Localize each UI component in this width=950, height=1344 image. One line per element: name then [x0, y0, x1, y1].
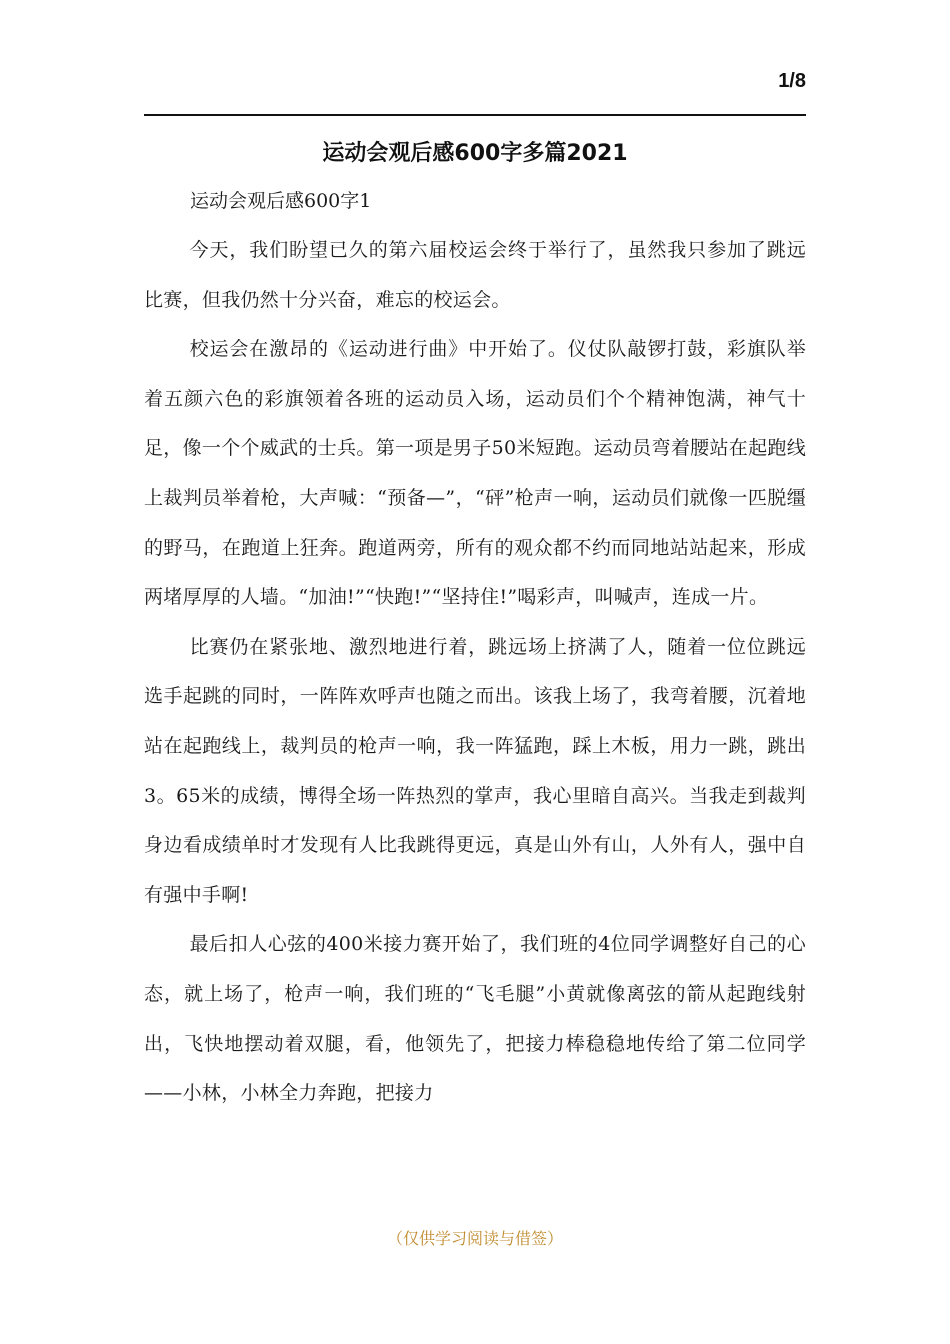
paragraph: 今天，我们盼望已久的第六届校运会终于举行了，虽然我只参加了跳远比赛，但我仍然十分兴奋，难忘的校运会。: [144, 239, 806, 311]
paragraph: 比赛仍在紧张地、激烈地进行着，跳远场上挤满了人，随着一位位跳远选手起跳的同时，一阵阵欢呼声也随之而出。该我上场了，我弯着腰，沉着地站在起跑线上，裁判员的枪声一响，我一阵猛跑，踩上木板，用力一跳，跳出3。65米的成绩，博得全场一阵热烈的掌声，我心里暗自高兴。当我走到裁判身边看成绩单时才发现有人比我跳得更远，真是山外有山，人外有人，强中自有强中手啊!: [144, 635, 806, 906]
document-title: 运动会观后感600字多篇2021: [322, 141, 628, 166]
paragraph: 校运会在激昂的《运动进行曲》中开始了。仪仗队敲锣打鼓，彩旗队举着五颜六色的彩旗领着各班的运动员入场，运动员们个个精神饱满，神气十足，像一个个威武的士兵。第一项是男子50米短跑。运动员弯着腰站在起跑线上裁判员举着枪，大声喊：“预备—”，“砰”枪声一响，运动员们就像一匹脱缰的野马，在跑道上狂奔。跑道两旁，所有的观众都不约而同地站站起来，形成两堵厚厚的人墙。“加油!”“快跑!”“坚持住!”喝彩声，叫喊声，连成一片。: [144, 338, 806, 609]
section-subheading: 运动会观后感600字1: [190, 190, 372, 212]
footer-note: （仅供学习阅读与借签）: [386, 1229, 563, 1248]
page-number: 1/8: [778, 70, 806, 92]
paragraph: 最后扣人心弦的400米接力赛开始了，我们班的4位同学调整好自己的心态，就上场了，枪声一响，我们班的“飞毛腿”小黄就像离弦的箭从起跑线射出，飞快地摆动着双腿，看，他领先了，把接力棒稳稳地传给了第二位同学——小林，小林全力奔跑，把接力: [144, 933, 806, 1105]
document-body: [144, 226, 806, 1119]
header-divider: [144, 114, 806, 116]
